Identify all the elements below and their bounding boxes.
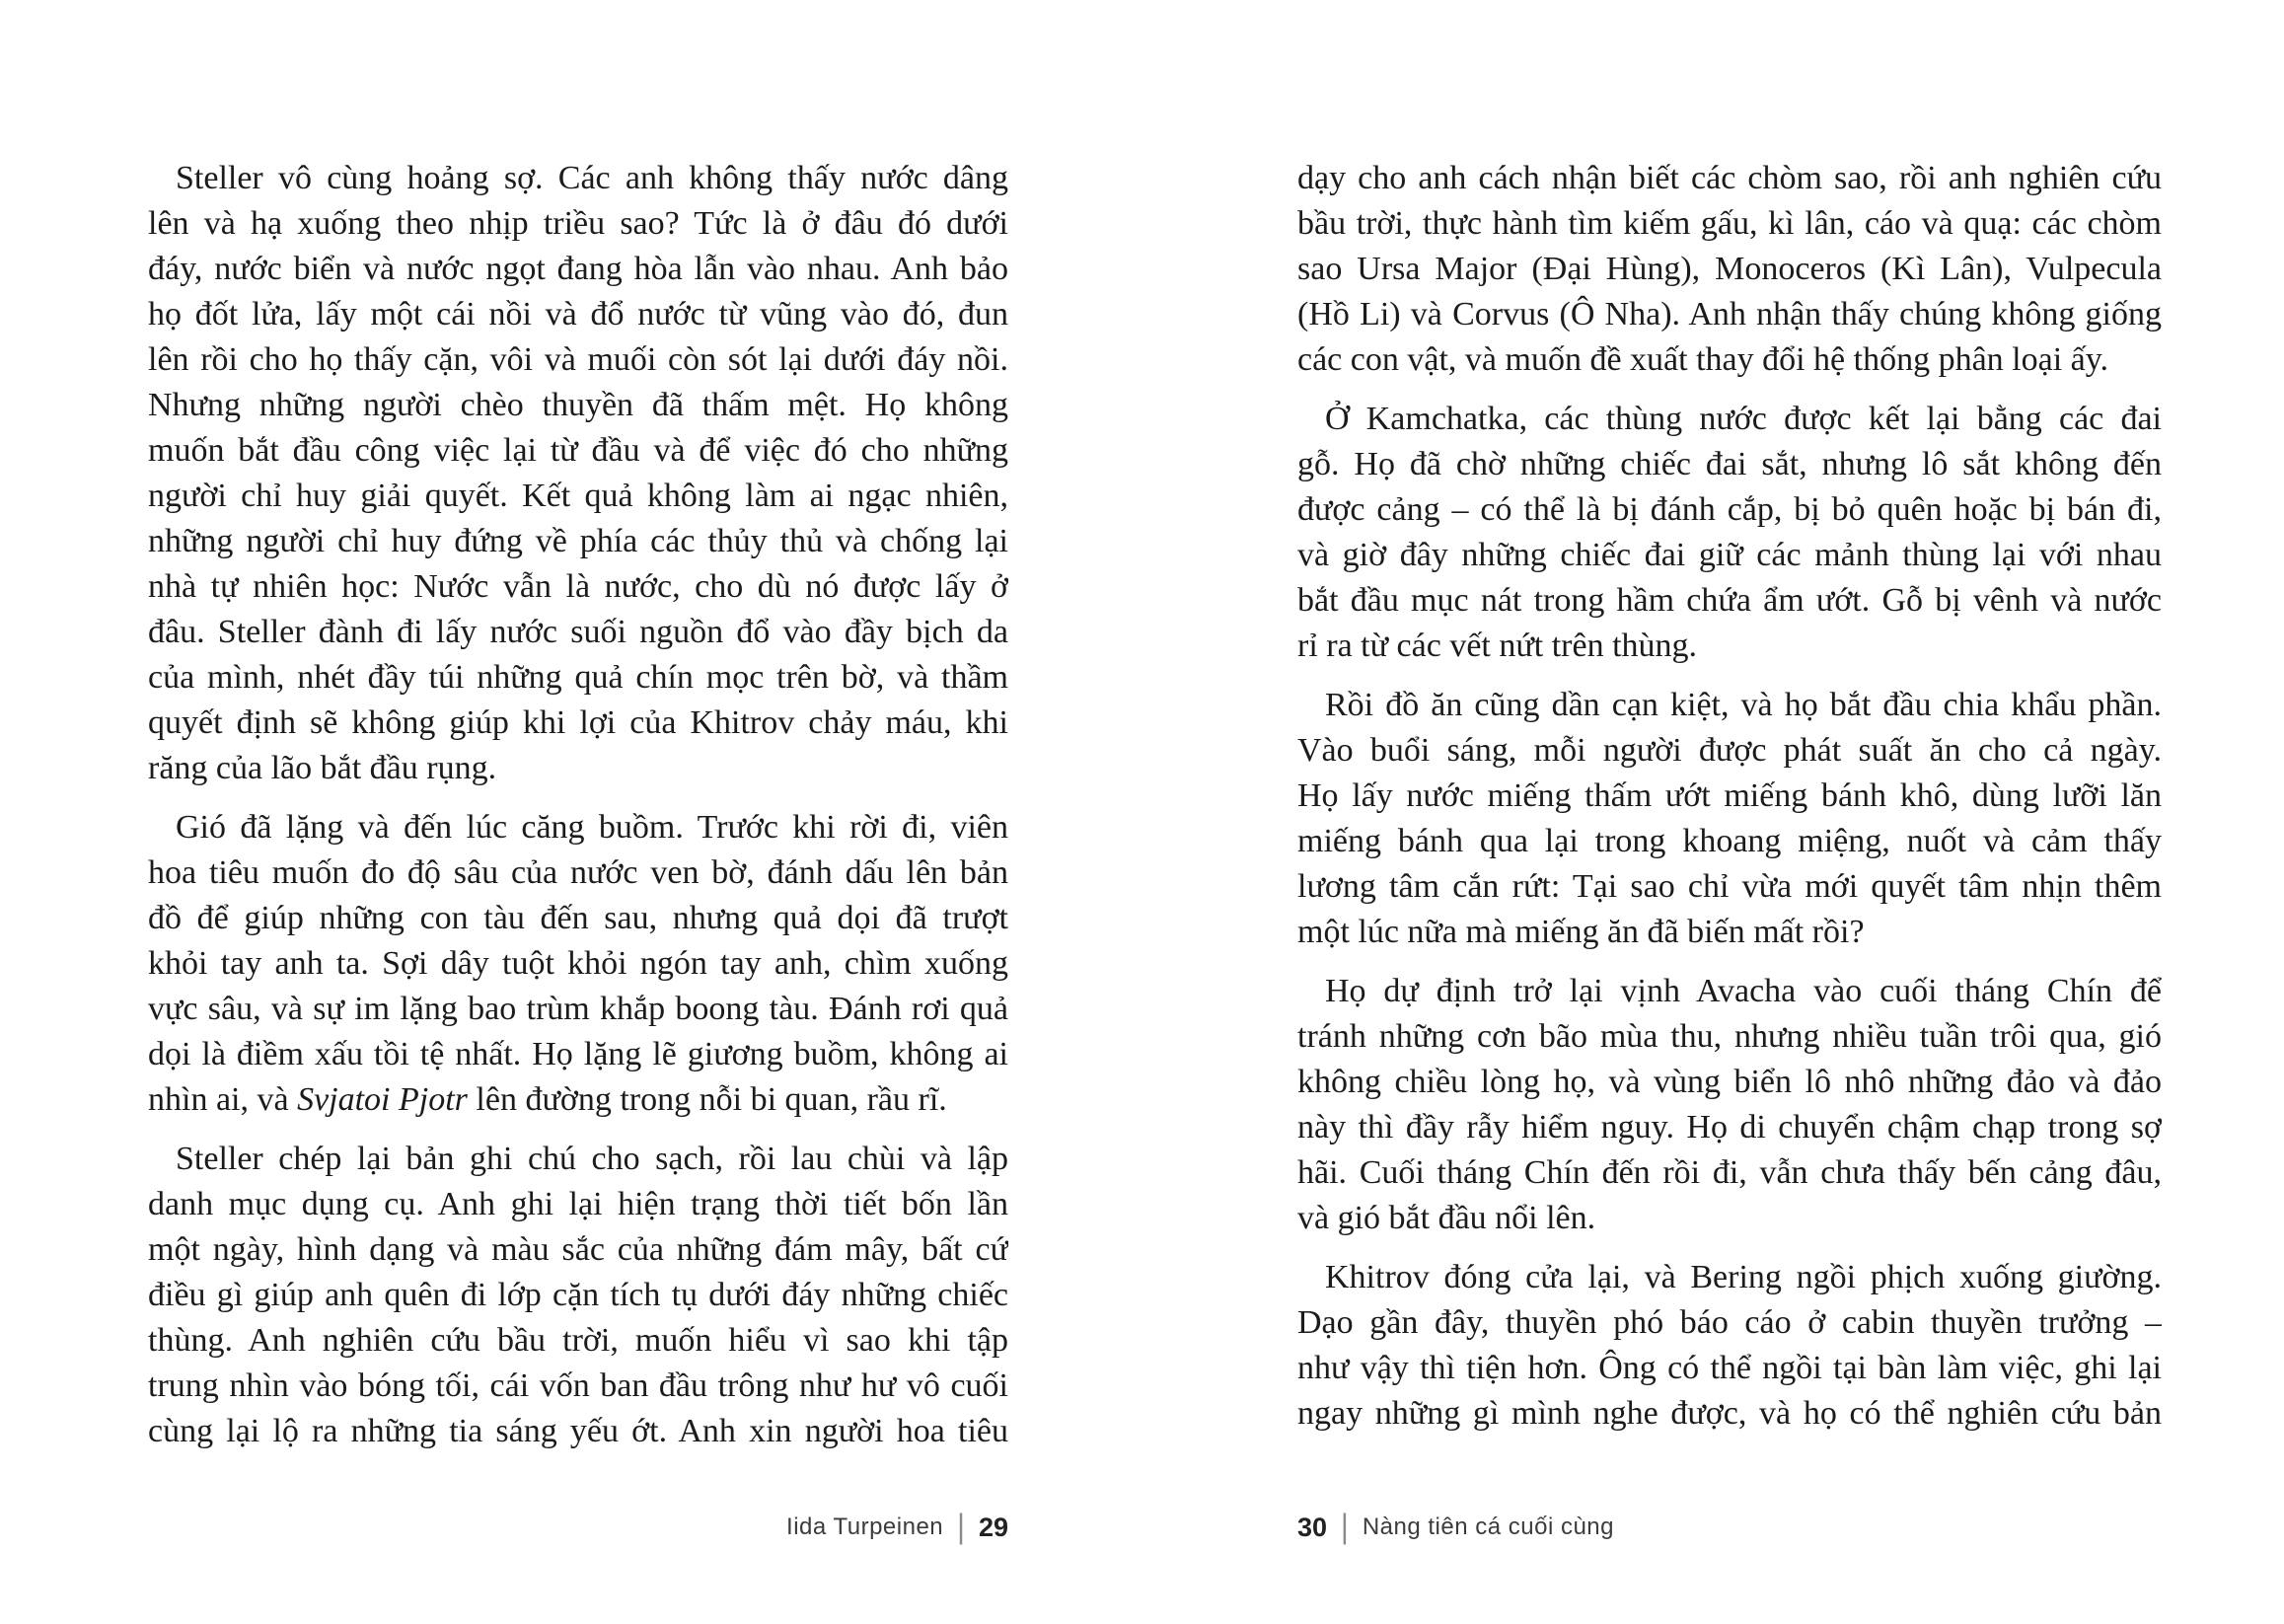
text-line: thùng. Anh nghiên cứu bầu trời, muốn hiểu vì sao khi tập xyxy=(148,1322,1008,1359)
text-line: Họ lấy nước miếng thấm ướt miếng bánh khô, dùng lưỡi lăn xyxy=(1297,777,2162,814)
text-line: tránh những cơn bão mùa thu, nhưng nhiều tuần trôi qua, gió xyxy=(1297,1018,2162,1055)
text-segment: nhìn ai, và xyxy=(148,1081,298,1118)
left-page-footer xyxy=(148,1508,1008,1547)
ship-name-italic: Svjatoi Pjotr xyxy=(297,1081,468,1118)
text-line: được cảng – có thể là bị đánh cắp, bị bỏ quên hoặc bị bán đi, xyxy=(1297,491,2162,528)
paragraph xyxy=(1297,1255,2162,1437)
text-line: như vậy thì tiện hơn. Ông có thể ngồi tại bàn làm việc, ghi lại xyxy=(1297,1350,2162,1386)
text-line: khỏi tay anh ta. Sợi dây tuột khỏi ngón tay anh, chìm xuống xyxy=(148,945,1008,982)
text-line: một lúc nữa mà miếng ăn đã biến mất rồi? xyxy=(1297,914,1865,950)
paragraph xyxy=(1297,156,2162,383)
text-line: người chỉ huy giải quyết. Kết quả không làm ai ngạc nhiên, xyxy=(148,478,1008,514)
text-line: muốn bắt đầu công việc lại từ đầu và để việc đó cho những xyxy=(148,432,1008,469)
text-line: răng của lão bắt đầu rụng. xyxy=(148,750,497,786)
text-line: gỗ. Họ đã chờ những chiếc đai sắt, nhưng lô sắt không đến xyxy=(1297,446,2162,482)
text-line: một ngày, hình dạng và màu sắc của những đám mây, bất cứ xyxy=(148,1231,1008,1268)
footer-divider-bar: | xyxy=(1341,1508,1349,1546)
text-line: Họ dự định trở lại vịnh Avacha vào cuối tháng Chín để xyxy=(1325,973,2162,1009)
text-line: lương tâm cắn rứt: Tại sao chỉ vừa mới quyết tâm nhịn thêm xyxy=(1297,868,2162,905)
text-line: trung nhìn vào bóng tối, cái vốn ban đầu trông như hư vô cuối xyxy=(148,1367,1008,1404)
text-line: lên và hạ xuống theo nhịp triều sao? Tức là ở đâu đó dưới xyxy=(148,205,1008,242)
text-line: và giờ đây những chiếc đai giữ các mảnh thùng lại với nhau xyxy=(1297,537,2162,573)
text-line: dọi là điềm xấu tồi tệ nhất. Họ lặng lẽ giương buồm, không ai xyxy=(148,1036,1008,1072)
text-line: Vào buổi sáng, mỗi người được phát suất ăn cho cả ngày. xyxy=(1297,732,2162,769)
text-line: các con vật, và muốn đề xuất thay đổi hệ thống phân loại ấy. xyxy=(1297,341,2109,378)
paragraph xyxy=(1297,683,2162,955)
text-line: Steller chép lại bản ghi chú cho sạch, rồi lau chùi và lập xyxy=(176,1141,1008,1177)
paragraph xyxy=(148,156,1008,791)
text-line: (Hồ Li) và Corvus (Ô Nha). Anh nhận thấy chúng không giống xyxy=(1297,296,2162,332)
text-line: những người chỉ huy đứng về phía các thủy thủ và chống lại xyxy=(148,523,1008,559)
text-line: không chiều lòng họ, và vùng biển lô nhô những đảo và đảo xyxy=(1297,1064,2162,1100)
text-line: hoa tiêu muốn đo độ sâu của nước ven bờ, đánh dấu lên bản xyxy=(148,854,1008,891)
text-line: ngay những gì mình nghe được, và họ có thể nghiên cứu bản xyxy=(1297,1395,2162,1432)
page-number: 29 xyxy=(978,1512,1008,1542)
text-line: đâu. Steller đành đi lấy nước suối nguồn đổ vào đầy bịch da xyxy=(148,614,1008,650)
text-line: danh mục dụng cụ. Anh ghi lại hiện trạng thời tiết bốn lần xyxy=(148,1186,1008,1222)
text-line: lên rồi cho họ thấy cặn, vôi và muối còn sót lại dưới đáy nồi. xyxy=(148,341,1008,378)
text-line: cùng lại lộ ra những tia sáng yếu ớt. Anh xin người hoa tiêu xyxy=(148,1413,1008,1449)
paragraph xyxy=(1297,397,2162,669)
text-line: này thì đầy rẫy hiểm nguy. Họ di chuyển chậm chạp trong sợ xyxy=(1297,1109,2162,1145)
text-line: Dạo gần đây, thuyền phó báo cáo ở cabin thuyền trưởng – xyxy=(1297,1304,2162,1341)
text-line: dạy cho anh cách nhận biết các chòm sao, rồi anh nghiên cứu xyxy=(1297,160,2162,196)
text-line: Rồi đồ ăn cũng dần cạn kiệt, và họ bắt đầu chia khẩu phần. xyxy=(1325,687,2162,723)
paragraph xyxy=(1297,969,2162,1241)
text-line: sao Ursa Major (Đại Hùng), Monoceros (Kì Lân), Vulpecula xyxy=(1297,251,2162,287)
text-line: họ đốt lửa, lấy một cái nồi và đổ nước từ vũng vào đó, đun xyxy=(148,296,1008,332)
paragraph xyxy=(148,1137,1008,1454)
text-segment: lên đường trong nỗi bi quan, rầu rĩ. xyxy=(467,1081,947,1118)
text-line: hãi. Cuối tháng Chín đến rồi đi, vẫn chưa thấy bến cảng đâu, xyxy=(1297,1154,2162,1191)
text-line: bắt đầu mục nát trong hầm chứa ẩm ướt. Gỗ bị vênh và nước xyxy=(1297,582,2162,619)
right-page-text xyxy=(1297,156,2162,1437)
footer-author-name: Iida Turpeinen xyxy=(786,1513,944,1540)
text-line: miếng bánh qua lại trong khoang miệng, nuốt và cảm thấy xyxy=(1297,823,2162,859)
right-page-footer xyxy=(1297,1508,2162,1547)
paragraph xyxy=(148,805,1008,1123)
page-number: 30 xyxy=(1297,1512,1328,1542)
text-line: của mình, nhét đầy túi những quả chín mọc trên bờ, và thầm xyxy=(148,659,1008,696)
text-line: đáy, nước biển và nước ngọt đang hòa lẫn vào nhau. Anh bảo xyxy=(148,251,1008,287)
text-line: quyết định sẽ không giúp khi lợi của Khitrov chảy máu, khi xyxy=(148,704,1008,741)
left-page-text xyxy=(148,156,1008,1454)
footer-book-title: Nàng tiên cá cuối cùng xyxy=(1362,1513,1615,1540)
text-line: điều gì giúp anh quên đi lớp cặn tích tụ dưới đáy những chiếc xyxy=(148,1277,1008,1313)
footer-divider-bar: | xyxy=(957,1508,965,1546)
text-line: Steller vô cùng hoảng sợ. Các anh không thấy nước dâng xyxy=(176,160,1008,196)
text-line: Khitrov đóng cửa lại, và Bering ngồi phịch xuống giường. xyxy=(1325,1259,2162,1295)
text-line: nhà tự nhiên học: Nước vẫn là nước, cho dù nó được lấy ở xyxy=(148,568,1008,605)
text-line: Nhưng những người chèo thuyền đã thấm mệt. Họ không xyxy=(148,387,1008,423)
text-line xyxy=(148,1077,1008,1123)
text-line: Gió đã lặng và đến lúc căng buồm. Trước khi rời đi, viên xyxy=(176,809,1008,846)
text-line: vực sâu, và sự im lặng bao trùm khắp boong tàu. Đánh rơi quả xyxy=(148,991,1008,1027)
text-line: rỉ ra từ các vết nứt trên thùng. xyxy=(1297,627,1698,664)
text-line: và gió bắt đầu nổi lên. xyxy=(1297,1200,1596,1236)
text-line: đồ để giúp những con tàu đến sau, nhưng quả dọi đã trượt xyxy=(148,900,1008,936)
text-line: Ở Kamchatka, các thùng nước được kết lại bằng các đai xyxy=(1325,401,2162,437)
text-line: bầu trời, thực hành tìm kiếm gấu, kì lân, cáo và quạ: các chòm xyxy=(1297,205,2162,242)
